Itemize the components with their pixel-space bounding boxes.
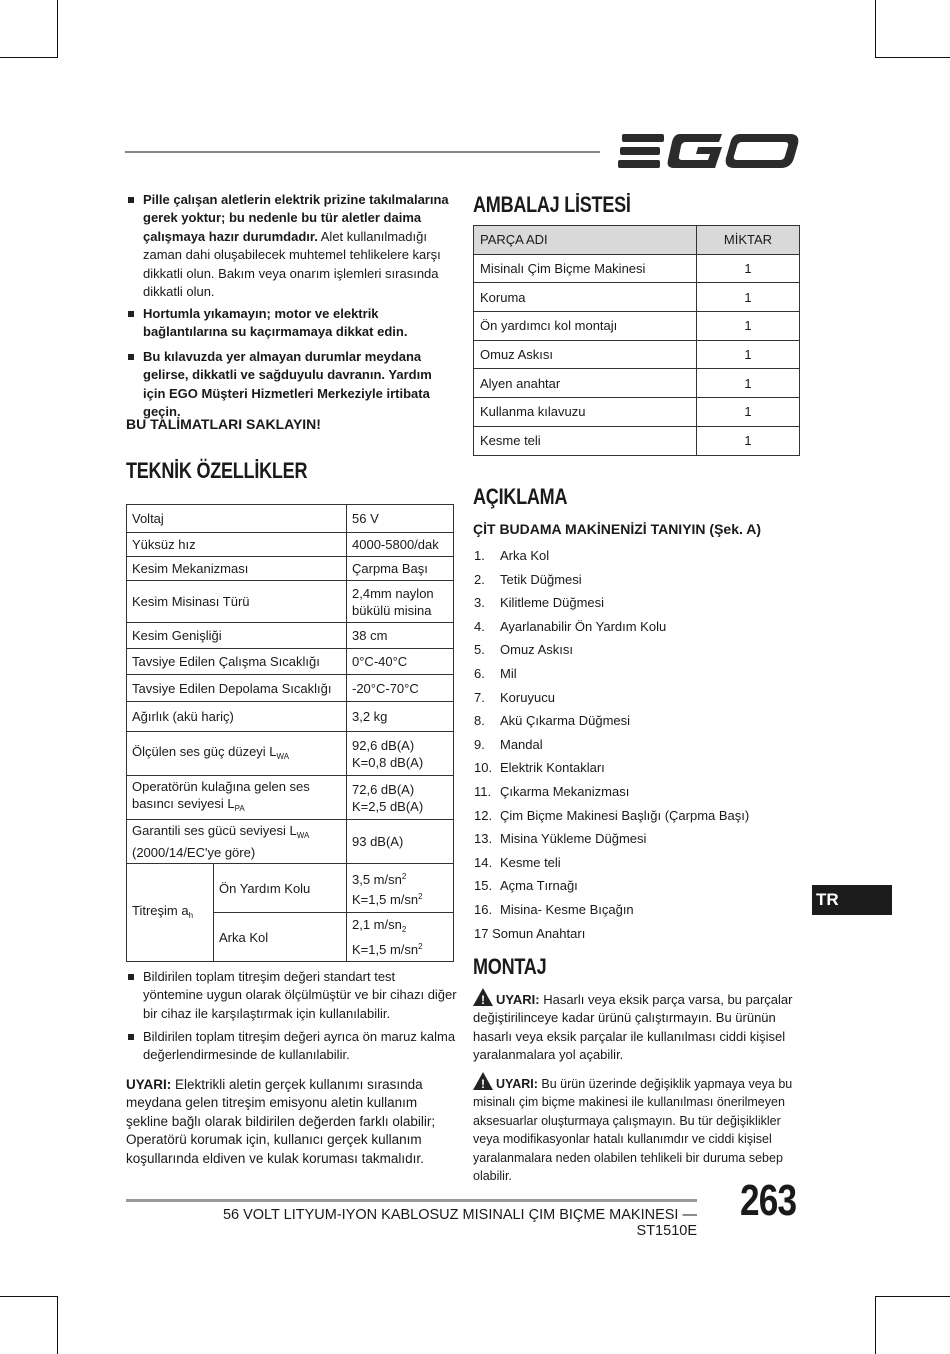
table-row: Kullanma kılavuzu 1	[474, 398, 800, 427]
intro-bullet: Pille çalışan aletlerin elektrik prizine takılmalarına gerek yoktur; bu nedenle bu tür aletler daima çalışmaya hazır durumdadır. Alet kullanılmadığı zaman dahi oluşabilecek muhtemel tehlikelere karşı dikkatli olun. Bakım veya onarım işlemleri sırasında dikkatli olun.	[127, 191, 453, 301]
list-item: 14. Kesme teli	[474, 854, 561, 870]
table-row	[127, 675, 454, 702]
crop-mark	[0, 57, 58, 58]
vibration-warning: UYARI: Elektrikli aletin gerçek kullanımı sırasında meydana gelen titreşim emisyonu aletin kullanım şekline bağlı olarak bildirilen değerden farklı olabilir; Operatörü korumak için, kullanıcı gerçek kullanım koşullarında eldiven ve kulak koruması takmalıdır.	[126, 1077, 436, 1166]
spec-label: Ağırlık (akü hariç)	[127, 702, 347, 732]
table-row: Ön yardımcı kol montajı 1	[474, 312, 800, 341]
warning-icon	[473, 1072, 493, 1090]
description-heading: AÇIKLAMA	[473, 484, 568, 509]
table-row: Koruma 1	[474, 283, 800, 312]
vibration-label: Titreşim $a_h$	[127, 864, 214, 961]
list-item: 9. Mandal	[474, 736, 543, 752]
montaj-warning: !UYARI: Hasarlı veya eksik parça varsa, bu parçalar değiştirilinceye kadar ürünü çalıştırmayın. Bu ürünün hasarlı veya eksik parçalar ile kullanılması ciddi kişisel yaralanmalara yol açabilir.	[473, 988, 803, 1065]
spec-value: 72,6 dB(A) K=2,5 dB(A)	[347, 776, 454, 820]
list-item: 11. Çıkarma Mekanizması	[474, 783, 630, 799]
warning-icon	[473, 988, 493, 1006]
spec-label: Kesim Genişliği	[127, 623, 347, 649]
packing-heading: AMBALAJ LİSTESİ	[473, 192, 631, 217]
table-row	[127, 505, 454, 533]
packing-table	[473, 225, 800, 456]
list-item: 7. Koruyucu	[474, 689, 555, 705]
spec-value: 56 V	[347, 505, 454, 533]
spec-label: Operatörün kulağına gelen ses basıncı seviyesi $L_{PA}$	[127, 776, 347, 820]
spec-value: Çarpma Başı	[347, 557, 454, 581]
table-row	[127, 820, 454, 864]
list-item: 13. Misina Yükleme Düğmesi	[474, 831, 647, 847]
list-item: 16. Misina- Kesme Bıçağın	[474, 901, 634, 917]
crop-mark	[875, 1296, 950, 1297]
header-rule	[125, 151, 600, 153]
spec-bullet: Bildirilen toplam titreşim değeri ayrıca ön maruz kalma değerlendirmesinde de kullanılabilir.	[127, 1028, 458, 1065]
spec-value: 4000-5800/dak	[347, 533, 454, 557]
list-item: 17 Somun Anahtarı	[474, 925, 586, 941]
spec-label: Ölçülen ses güç düzeyi $L_{WA}$	[127, 732, 347, 776]
logo-text: EGO	[618, 130, 621, 131]
table-row	[127, 702, 454, 732]
table-row: Kesme teli 1	[474, 426, 800, 455]
list-item: 4. Ayarlanabilir Ön Yardım Kolu	[474, 618, 667, 634]
table-row: Omuz Askısı 1	[474, 340, 800, 369]
table-row	[127, 776, 454, 820]
list-item: 6. Mil	[474, 665, 517, 681]
intro-bullet: Hortumla yıkamayın; motor ve elektrik bağlantılarına su kaçırmamaya dikkat edin.	[127, 305, 453, 342]
vibration-cell	[127, 864, 347, 962]
footer-rule	[126, 1199, 697, 1202]
column-header: PARÇA ADI	[474, 226, 697, 255]
table-row	[127, 623, 454, 649]
table-row	[127, 732, 454, 776]
specs-table	[126, 504, 454, 962]
table-row	[127, 649, 454, 675]
vibration-rear-label: Arka Kol	[219, 929, 269, 945]
description-subheading: ÇİT BUDAMA MAKİNENİZİ TANIYIN (Şek. A)	[473, 521, 762, 537]
crop-mark	[875, 57, 950, 58]
table-header	[474, 226, 800, 255]
footer-title: 56 VOLT LITYUM-IYON KABLOSUZ MISINALI ÇIM BIÇME MAKINESI — ST1510E	[222, 1207, 697, 1239]
crop-mark	[57, 0, 58, 58]
intro-bullet: Bu kılavuzda yer almayan durumlar meydana gelirse, dikkatli ve sağduyulu davranın. Yardım için EGO Müşteri Hizmetleri Merkeziyle irtibata geçin.	[127, 348, 453, 422]
montaj-warning: !UYARI: Bu ürün üzerinde değişiklik yapmaya veya bu misinalı çim biçme makinesi ile kullanılması önerilmeyen aksesuarlar oluşturmaya çalışmayın. Bu tür değişiklikler veya modifikasyonlar hatalı kullanımdır ve ciddi kişisel yaralanmalara neden olabilen tehlikeli bir duruma sebep olabilir.	[473, 1072, 803, 1185]
spec-value: 92,6 dB(A) K=0,8 dB(A)	[347, 732, 454, 776]
parts-list	[474, 544, 749, 945]
spec-label: Tavsiye Edilen Çalışma Sıcaklığı	[127, 649, 347, 675]
table-row: Alyen anahtar 1	[474, 369, 800, 398]
crop-mark	[0, 1296, 58, 1297]
spec-value: 2,4mm naylon bükülü misina	[347, 581, 454, 623]
spec-value: 3,2 kg	[347, 702, 454, 732]
crop-mark	[875, 0, 876, 58]
vibration-front-label: Ön Yardım Kolu	[214, 864, 347, 913]
table-row	[127, 581, 454, 623]
list-item: 3. Kilitleme Düğmesi	[474, 595, 605, 611]
table-row	[127, 557, 454, 581]
table-row: Misinalı Çim Biçme Makinesi 1	[474, 254, 800, 283]
page-number: 263	[740, 1176, 797, 1225]
crop-mark	[57, 1296, 58, 1354]
spec-label: Kesim Misinası Türü	[127, 581, 347, 623]
list-item: 2. Tetik Düğmesi	[474, 571, 582, 587]
list-item: 1. Arka Kol	[474, 548, 550, 563]
spec-label: Tavsiye Edilen Depolama Sıcaklığı	[127, 675, 347, 702]
montaj-heading: MONTAJ	[473, 954, 547, 979]
spec-value: 0°C-40°C	[347, 649, 454, 675]
list-item: 8. Akü Çıkarma Düğmesi	[474, 713, 631, 729]
spec-label: Voltaj	[127, 505, 347, 533]
spec-value: 93 dB(A)	[347, 820, 454, 864]
spec-label: Garantili ses gücü seviyesi $L_{WA}$ (2000/14/EC'ye göre)	[127, 820, 347, 864]
table-row	[127, 533, 454, 557]
crop-mark	[875, 1296, 876, 1354]
spec-value: -20°C-70°C	[347, 675, 454, 702]
list-item: 10. Elektrik Kontakları	[474, 760, 605, 776]
table-row	[127, 864, 454, 962]
ego-logo	[618, 130, 800, 177]
list-item: 15. Açma Tırnağı	[474, 878, 578, 894]
vibration-values: 3,5 $m/sn^2$ K=1,5 $m/sn^2$ 2,1 $m/sn_2$ K=1,5 $m/sn^2$	[347, 864, 454, 962]
language-tab: TR	[812, 885, 892, 915]
spec-value: 38 cm	[347, 623, 454, 649]
list-item: 5. Omuz Askısı	[474, 642, 573, 658]
specs-heading: TEKNİK ÖZELLİKLER	[126, 458, 308, 483]
spec-bullet: Bildirilen toplam titreşim değeri standart test yöntemine uygun olarak ölçülmüştür ve bir cihazı diğer bir cihaz ile karşılaştırmak için kullanılabilir.	[127, 968, 458, 1023]
save-note: BU TALİMATLARI SAKLAYIN!	[126, 416, 321, 432]
column-header: MİKTAR	[697, 226, 800, 255]
spec-label: Yüksüz hız	[127, 533, 347, 557]
list-item: 12. Çim Biçme Makinesi Başlığı (Çarpma Başı)	[474, 807, 750, 823]
spec-label: Kesim Mekanizması	[127, 557, 347, 581]
